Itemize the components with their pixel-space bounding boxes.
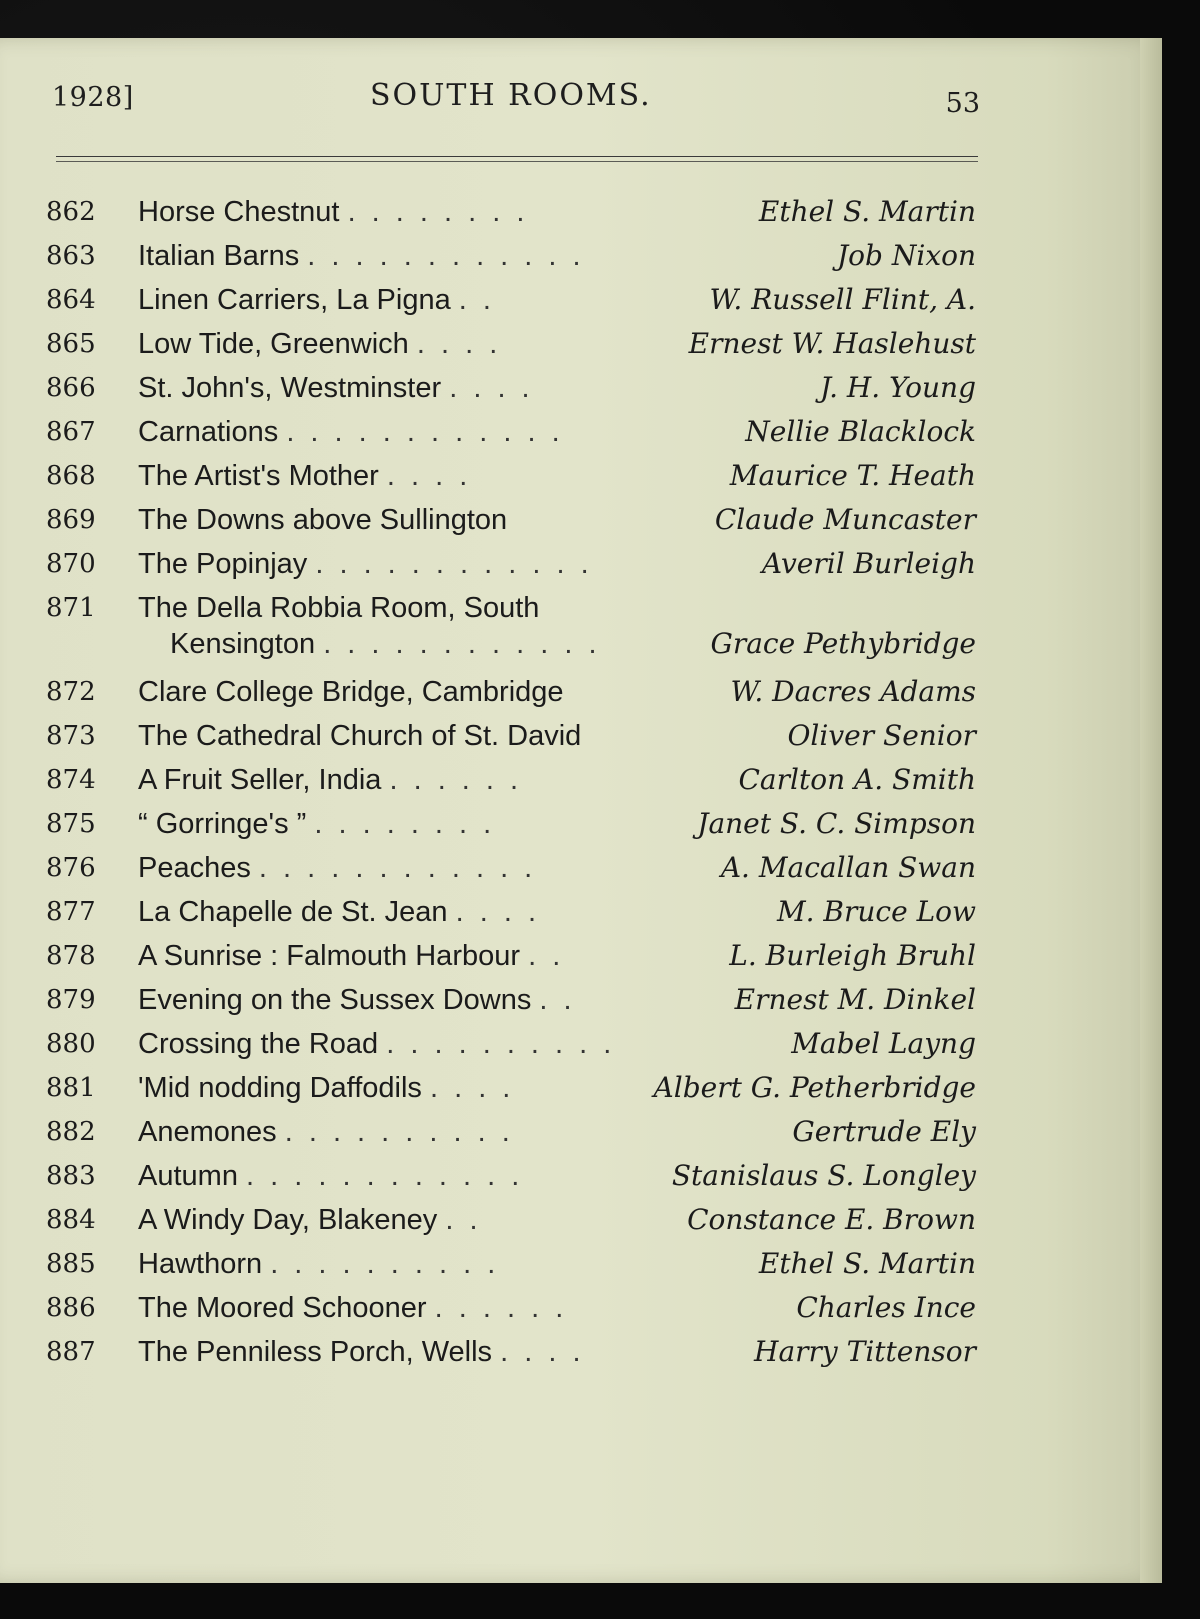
entry-title-text: The Moored Schooner <box>138 1292 427 1324</box>
entry-title <box>138 758 522 802</box>
entry-title-text: 'Mid nodding Daffodils <box>138 1072 422 1104</box>
entry-title-text: A Fruit Seller, India <box>138 764 382 796</box>
entry-title <box>138 542 593 586</box>
entry-number: 884 <box>46 1205 96 1235</box>
entry-title-text: The Downs above Sullington <box>138 504 508 536</box>
dot-leaders: . . <box>458 284 495 316</box>
header-rule <box>56 156 978 157</box>
catalogue-entry <box>46 234 976 278</box>
entry-title <box>138 410 564 454</box>
entry-title <box>138 934 564 978</box>
entry-number: 863 <box>46 241 96 271</box>
entry-number: 882 <box>46 1117 96 1147</box>
entry-artist: Averil Burleigh <box>761 547 976 580</box>
catalogue-entry <box>46 586 976 670</box>
entry-artist: Harry Tittensor <box>754 1335 976 1368</box>
entry-title <box>138 670 564 714</box>
entry-title-text: St. John's, Westminster <box>138 372 442 404</box>
entry-artist: Job Nixon <box>836 239 976 272</box>
entry-title <box>138 498 507 542</box>
dot-leaders: . . . . . . . . <box>347 196 529 228</box>
entry-title <box>138 366 534 410</box>
entry-artist: Oliver Senior <box>787 719 976 752</box>
dot-leaders: . . . . . . . . . . <box>284 1116 514 1148</box>
dot-leaders: . . . . <box>455 896 541 928</box>
entry-title <box>138 1110 514 1154</box>
entry-title-text: Clare College Bridge, Cambridge <box>138 676 564 708</box>
entry-number: 885 <box>46 1249 96 1279</box>
catalogue-entry <box>46 890 976 934</box>
entry-title-text: The Popinjay <box>138 548 308 580</box>
catalogue-entry <box>46 714 976 758</box>
entry-artist: Ethel S. Martin <box>758 195 976 228</box>
entry-number: 874 <box>46 765 96 795</box>
catalogue-entry <box>46 846 976 890</box>
dot-leaders: . . . . . . . . . . . . <box>286 416 564 448</box>
entry-title <box>138 1022 615 1066</box>
entry-title-continuation-text: Kensington <box>170 628 316 660</box>
catalogue-entry <box>46 1330 976 1374</box>
entry-title <box>138 322 501 366</box>
dot-leaders: . . <box>539 984 576 1016</box>
entry-title <box>138 978 576 1022</box>
catalogue-entry <box>46 978 976 1022</box>
entry-title-text: Italian Barns <box>138 240 300 272</box>
entry-number: 871 <box>46 593 96 623</box>
entry-title-text: Horse Chestnut <box>138 196 340 228</box>
entry-title <box>138 1154 523 1198</box>
entry-title-text: A Sunrise : Falmouth Harbour <box>138 940 521 972</box>
catalogue-entry <box>46 1286 976 1330</box>
entry-title <box>138 802 495 846</box>
entry-title-text: The Della Robbia Room, South <box>138 592 540 624</box>
dot-leaders: . . . . <box>429 1072 515 1104</box>
entry-title <box>138 590 601 662</box>
catalogue-entry <box>46 454 976 498</box>
catalogue-entry <box>46 322 976 366</box>
entry-number: 875 <box>46 809 96 839</box>
entry-title-text: Anemones <box>138 1116 277 1148</box>
dot-leaders: . . . . . . . . . . . . <box>246 1160 524 1192</box>
entry-title-text: La Chapelle de St. Jean <box>138 896 448 928</box>
catalogue-entry <box>46 802 976 846</box>
catalogue-entry <box>46 1022 976 1066</box>
header-rule-secondary <box>56 161 978 162</box>
catalogue-entry <box>46 670 976 714</box>
entry-number: 862 <box>46 197 96 227</box>
entry-title-text: A Windy Day, Blakeney <box>138 1204 438 1236</box>
entry-title <box>138 1066 514 1110</box>
catalogue-entry <box>46 1154 976 1198</box>
entry-artist: Janet S. C. Simpson <box>697 807 976 840</box>
entry-title-text: Carnations <box>138 416 279 448</box>
dot-leaders: . . . . . . . . <box>314 808 496 840</box>
entry-title-text: The Penniless Porch, Wells <box>138 1336 493 1368</box>
entry-artist: Carlton A. Smith <box>738 763 976 796</box>
dot-leaders: . . . . <box>449 372 534 404</box>
entry-artist: Ernest M. Dinkel <box>734 983 976 1016</box>
dot-leaders: . . . . <box>386 460 472 492</box>
dot-leaders: . . . . . . <box>434 1292 568 1324</box>
entry-artist: Ernest W. Haslehust <box>688 327 976 360</box>
running-header <box>52 78 980 118</box>
header-year: 1928] <box>52 82 134 113</box>
page-number: 53 <box>945 88 980 119</box>
entry-artist: Mabel Layng <box>791 1027 976 1060</box>
entry-title <box>138 1242 499 1286</box>
entry-number: 876 <box>46 853 96 883</box>
entry-number: 869 <box>46 505 96 535</box>
entry-title-text: Evening on the Sussex Downs <box>138 984 532 1016</box>
entry-number: 883 <box>46 1161 96 1191</box>
entry-title-text: Low Tide, Greenwich <box>138 328 409 360</box>
entry-title <box>138 890 540 934</box>
entry-artist: Claude Muncaster <box>714 503 976 536</box>
entry-artist: M. Bruce Low <box>776 895 976 928</box>
entry-number: 868 <box>46 461 96 491</box>
catalogue-entry <box>46 542 976 586</box>
entry-artist: Grace Pethybridge <box>710 627 976 660</box>
entry-number: 870 <box>46 549 96 579</box>
entry-title-text: Autumn <box>138 1160 238 1192</box>
entry-number: 872 <box>46 677 96 707</box>
entry-number: 867 <box>46 417 96 447</box>
dot-leaders: . . . . . . . . . . . . <box>315 548 593 580</box>
entry-artist: Charles Ince <box>796 1291 976 1324</box>
dot-leaders: . . <box>528 940 565 972</box>
entry-number: 887 <box>46 1337 96 1367</box>
entry-title <box>138 1286 567 1330</box>
entry-title-continuation <box>138 626 601 662</box>
entry-artist: Gertrude Ely <box>792 1115 976 1148</box>
entry-title <box>138 714 581 758</box>
entry-number: 864 <box>46 285 96 315</box>
entry-title <box>138 234 585 278</box>
entry-title-text: Hawthorn <box>138 1248 263 1280</box>
entry-title <box>138 278 495 322</box>
entry-artist: Ethel S. Martin <box>758 1247 976 1280</box>
entry-artist: Maurice T. Heath <box>729 459 976 492</box>
entry-number: 881 <box>46 1073 96 1103</box>
entry-number: 879 <box>46 985 96 1015</box>
catalogue-entry <box>46 1110 976 1154</box>
entry-artist: W. Dacres Adams <box>730 675 976 708</box>
catalogue-list <box>46 190 976 1374</box>
dot-leaders: . . . . <box>500 1336 585 1368</box>
catalogue-entry <box>46 1066 976 1110</box>
entry-title-text: “ Gorringe's ” <box>138 808 307 840</box>
entry-artist: Constance E. Brown <box>687 1203 976 1236</box>
catalogue-entry <box>46 278 976 322</box>
entry-title-text: Crossing the Road <box>138 1028 379 1060</box>
dot-leaders: . . . . . . . . . . . . <box>258 852 537 884</box>
entry-title <box>138 454 471 498</box>
entry-title <box>138 190 528 234</box>
page-gutter <box>1140 38 1162 1583</box>
entry-artist: Albert G. Petherbridge <box>653 1071 976 1104</box>
entry-number: 878 <box>46 941 96 971</box>
entry-artist: Nellie Blacklock <box>745 415 976 448</box>
dot-leaders: . . <box>445 1204 482 1236</box>
dot-leaders: . . . . . . . . . . . . <box>323 628 601 660</box>
entry-title <box>138 846 536 890</box>
catalogue-entry <box>46 1198 976 1242</box>
entry-artist: Stanislaus S. Longley <box>671 1159 976 1192</box>
catalogue-entry <box>46 498 976 542</box>
entry-number: 873 <box>46 721 96 751</box>
catalogue-entry <box>46 1242 976 1286</box>
entry-title-text: The Cathedral Church of St. David <box>138 720 582 752</box>
entry-artist: J. H. Young <box>820 371 976 404</box>
page-title: SOUTH ROOMS. <box>370 78 652 113</box>
dot-leaders: . . . . . . . . . . . . <box>307 240 585 272</box>
catalogue-entry <box>46 190 976 234</box>
entry-artist: L. Burleigh Bruhl <box>729 939 976 972</box>
dot-leaders: . . . . . . . . . . <box>270 1248 500 1280</box>
entry-title-text: The Artist's Mother <box>138 460 379 492</box>
entry-number: 866 <box>46 373 96 403</box>
catalogue-entry <box>46 366 976 410</box>
entry-title-text: Linen Carriers, La Pigna <box>138 284 451 316</box>
dot-leaders: . . . . <box>416 328 502 360</box>
entry-title-text: Peaches <box>138 852 251 884</box>
entry-number: 880 <box>46 1029 96 1059</box>
entry-number: 865 <box>46 329 96 359</box>
catalogue-entry <box>46 934 976 978</box>
entry-artist: A. Macallan Swan <box>720 851 976 884</box>
dot-leaders: . . . . . . <box>389 764 523 796</box>
catalogue-entry <box>46 758 976 802</box>
entry-artist: W. Russell Flint, A. <box>709 283 976 316</box>
entry-title <box>138 1198 482 1242</box>
catalogue-entry <box>46 410 976 454</box>
dot-leaders: . . . . . . . . . . <box>386 1028 616 1060</box>
entry-title <box>138 1330 585 1374</box>
entry-number: 877 <box>46 897 96 927</box>
entry-number: 886 <box>46 1293 96 1323</box>
